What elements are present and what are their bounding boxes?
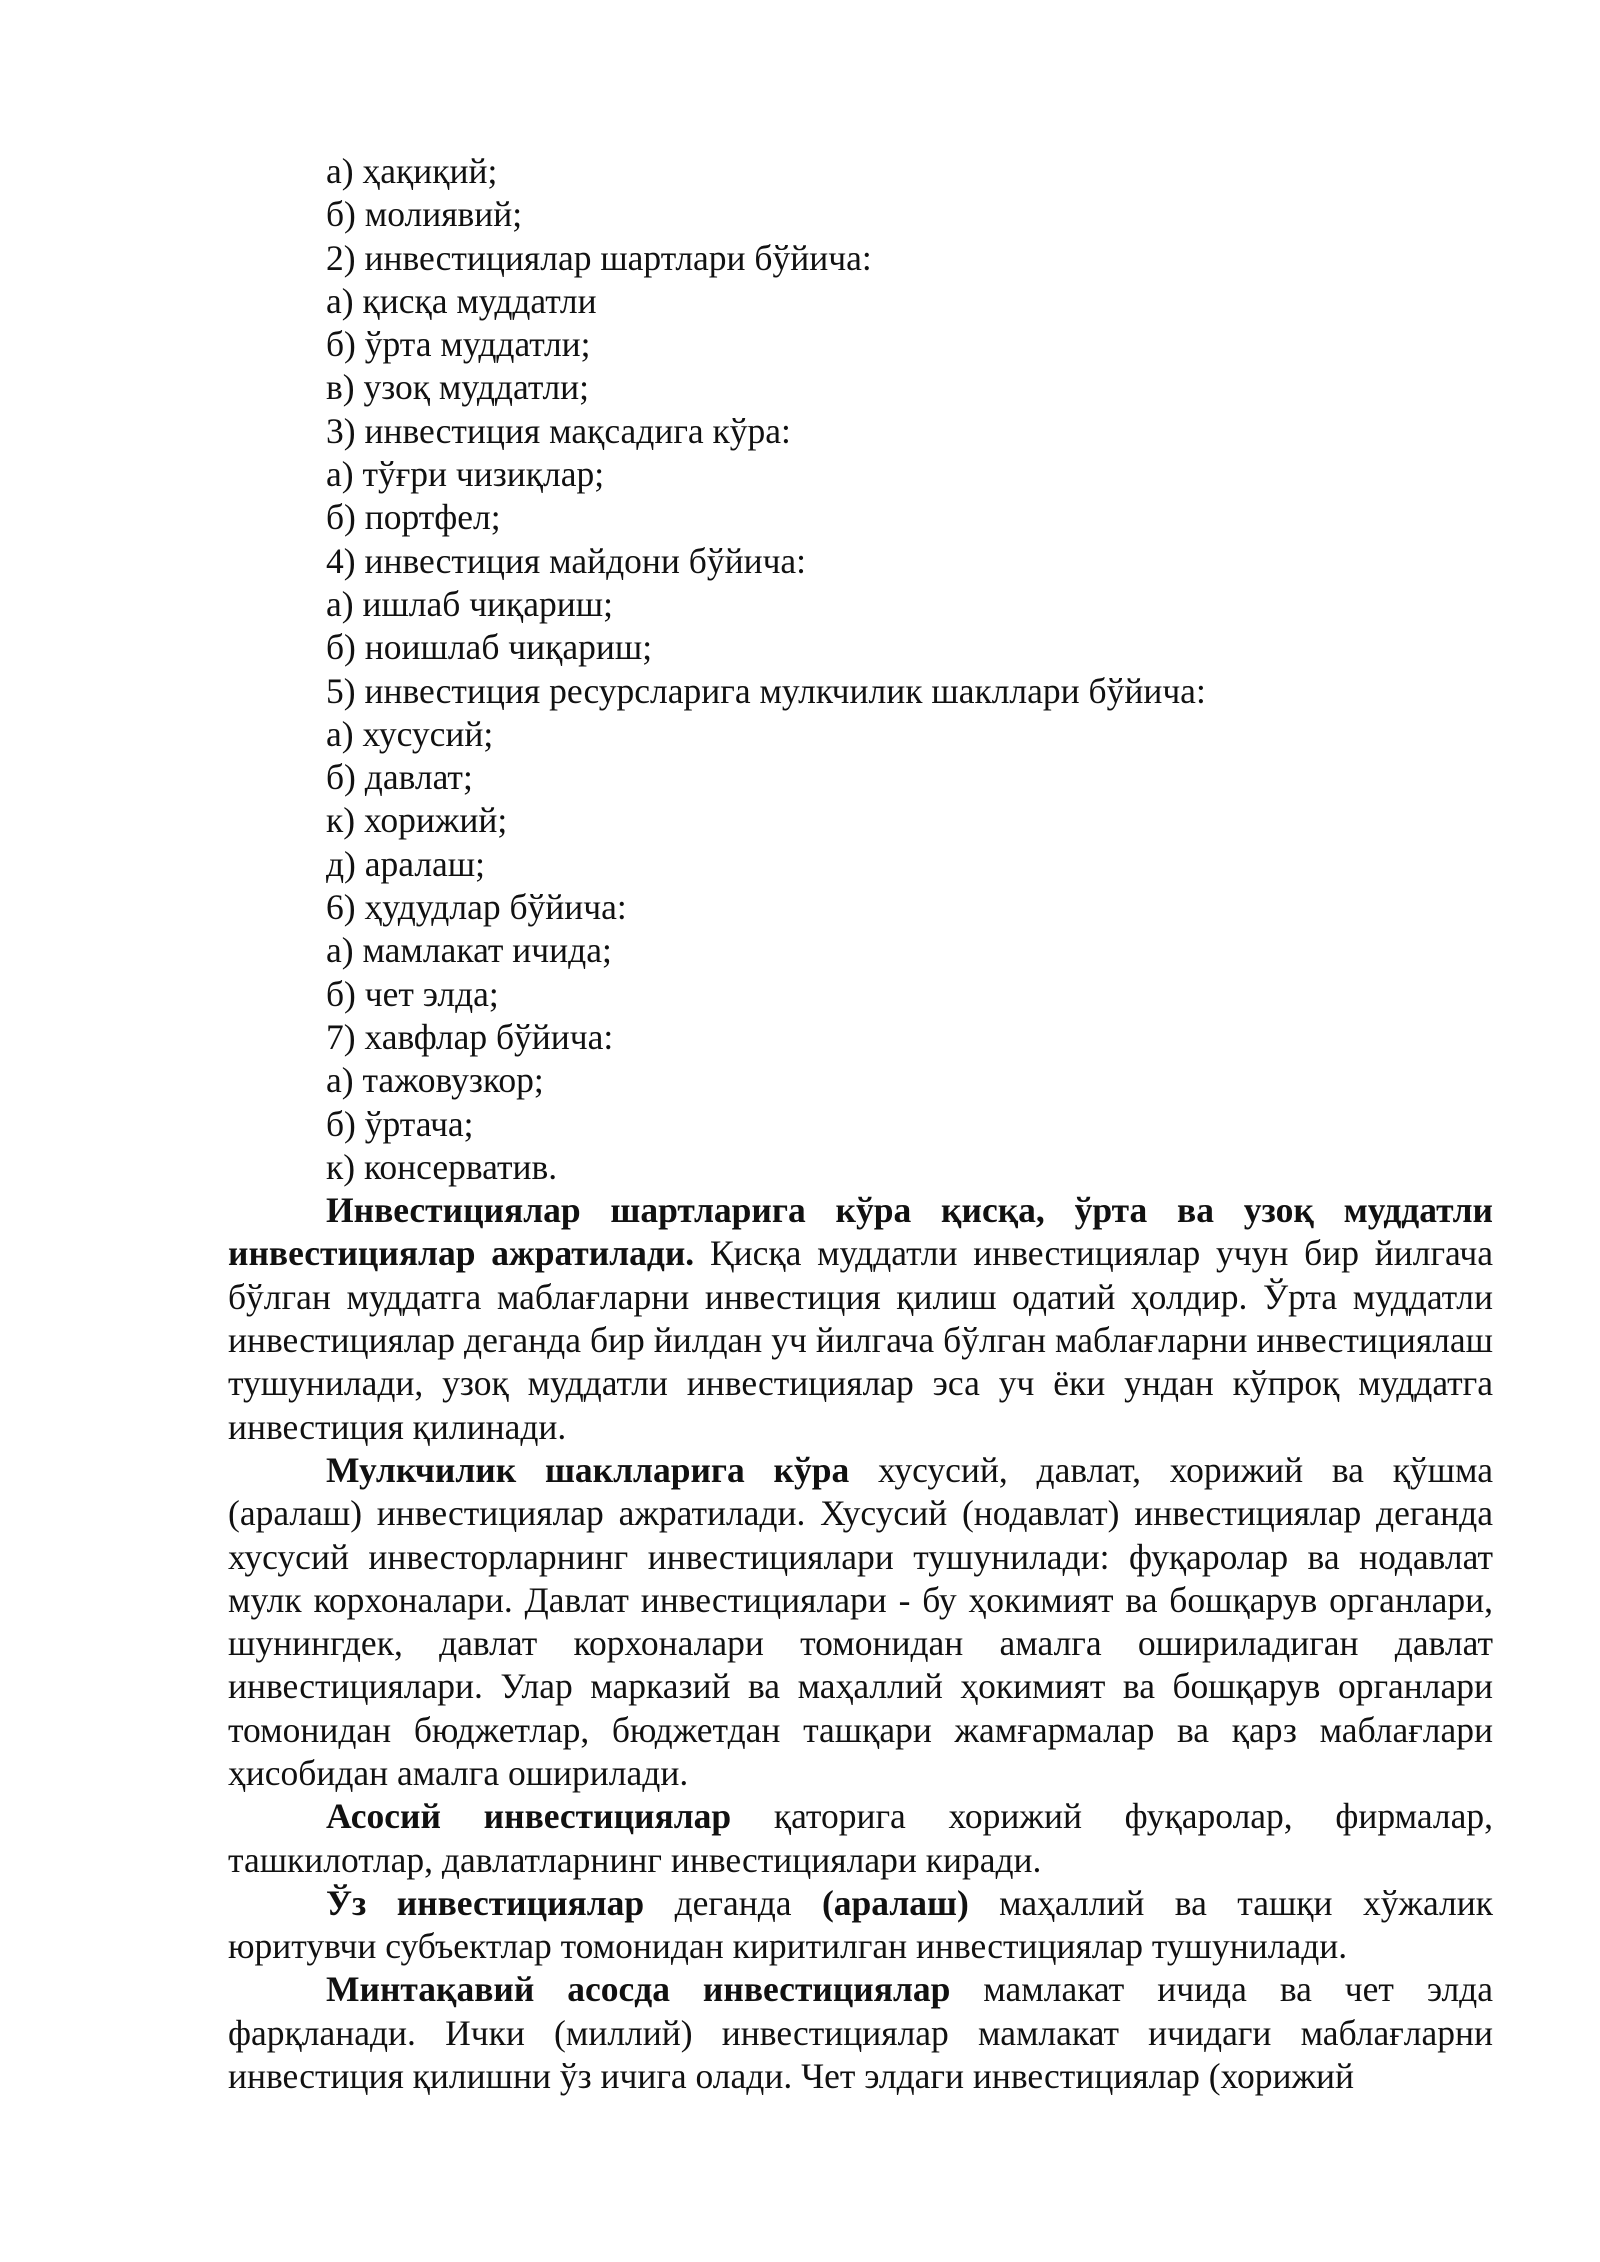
list-item: а) хусусий; <box>326 713 494 754</box>
list-item: 4) инвестиция майдони бўйича: <box>326 540 807 581</box>
list-item: д) аралаш; <box>326 843 486 884</box>
list-item: б) чет элда; <box>326 973 499 1014</box>
list-item: 5) инвестиция ресурсларига мулкчилик шакллари бўйича: <box>326 670 1206 711</box>
paragraph-heading-bold: Асосий инвестициялар <box>326 1796 732 1837</box>
classification-list <box>228 150 1493 1189</box>
list-item: 2) инвестициялар шартлари бўйича: <box>326 237 872 278</box>
paragraph-regional-investments <box>228 1968 1493 2098</box>
paragraph-text: деганда <box>644 1882 822 1923</box>
list-item: б) портфел; <box>326 497 501 538</box>
list-item: а) тўғри чизиқлар; <box>326 454 605 495</box>
paragraph-ownership-forms <box>228 1449 1493 1795</box>
paragraph-text: маҳаллий ва ташқи хўжалик юритувчи субъектлар томонидан киритилган инвестициялар тушунилади. <box>228 1882 1494 1967</box>
list-item: б) ўрта муддатли; <box>326 324 591 365</box>
paragraph-heading-bold: Мулкчилик шаклларига кўра <box>326 1449 850 1490</box>
list-item: а) тажовузкор; <box>326 1060 544 1101</box>
list-item: б) молиявий; <box>326 194 523 235</box>
list-item: б) ноишлаб чиқариш; <box>326 627 653 668</box>
list-item: б) ўртача; <box>326 1103 474 1144</box>
document-body <box>228 150 1493 2098</box>
paragraph-heading-bold: Инвестициялар шартларига кўра қисқа, ўрта ва узоқ муддатли инвестициялар ажратилади. <box>228 1190 1493 1274</box>
list-item: к) хорижий; <box>326 800 508 841</box>
list-item: в) узоқ муддатли; <box>326 367 590 408</box>
list-item: а) ҳақиқий; <box>326 151 498 191</box>
paragraph-investment-terms <box>228 1189 1493 1449</box>
list-item: б) давлат; <box>326 757 473 798</box>
list-item: а) ишлаб чиқариш; <box>326 583 613 624</box>
paragraph-own-investments <box>228 1882 1493 1969</box>
paragraph-text: мамлакат ичида ва чет элда фарқланади. Ички (миллий) инвестициялар мамлакат ичидаги маблағларни инвестиция қилишни ўз ичига олади. Чет элдаги инвестициялар (хорижий <box>228 1969 1493 2097</box>
paragraph-text: хусусий, давлат, хорижий ва қўшма (аралаш) инвестициялар ажратилади. Хусусий (нодавлат) инвестициялар деганда хусусий инвесторларнинг инвестициялари тушунилади: фуқаролар ва нодавлат мулк корхоналари. Давлат инвестициялари - бу ҳокимият ва бошқарув органлари, шунингдек, давлат корхоналари томонидан амалга ошириладиган давлат инвестициялари. Улар марказий ва маҳаллий ҳокимият ва бошқарув органлари томонидан бюджетлар, бюджетдан ташқари жамғармалар ва қарз маблағлари ҳисобидан амалга оширилади. <box>228 1449 1493 1793</box>
list-item: 7) хавфлар бўйича: <box>326 1016 614 1057</box>
paragraph-heading-bold: Ўз инвестициялар <box>326 1882 645 1923</box>
list-item: 3) инвестиция мақсадига кўра: <box>326 410 791 451</box>
list-item: 6) ҳудудлар бўйича: <box>326 887 627 928</box>
paragraph-text: қаторига хорижий фуқаролар, фирмалар, ташкилотлар, давлатларнинг инвестициялари киради. <box>228 1796 1494 1880</box>
list-item: а) қисқа муддатли <box>326 280 597 321</box>
paragraph-inline-bold: (аралаш) <box>821 1882 969 1923</box>
paragraph-main-investments <box>228 1795 1493 1882</box>
list-item: а) мамлакат ичида; <box>326 930 612 971</box>
paragraph-text: Қисқа муддатли инвестициялар учун бир йилгача бўлган муддатга маблағларни инвестиция қилиш одатий ҳолдир. Ўрта муддатли инвестициялар деганда бир йилдан уч йилгача бўлган маблағларни инвестициялаш тушунилади, узоқ муддатли инвестициялар эса уч ёки ундан кўпроқ муддатга инвестиция қилинади. <box>228 1233 1494 1447</box>
list-item: к) консерватив. <box>326 1146 558 1187</box>
paragraph-heading-bold: Минтақавий асосда инвестициялар <box>326 1969 951 2010</box>
